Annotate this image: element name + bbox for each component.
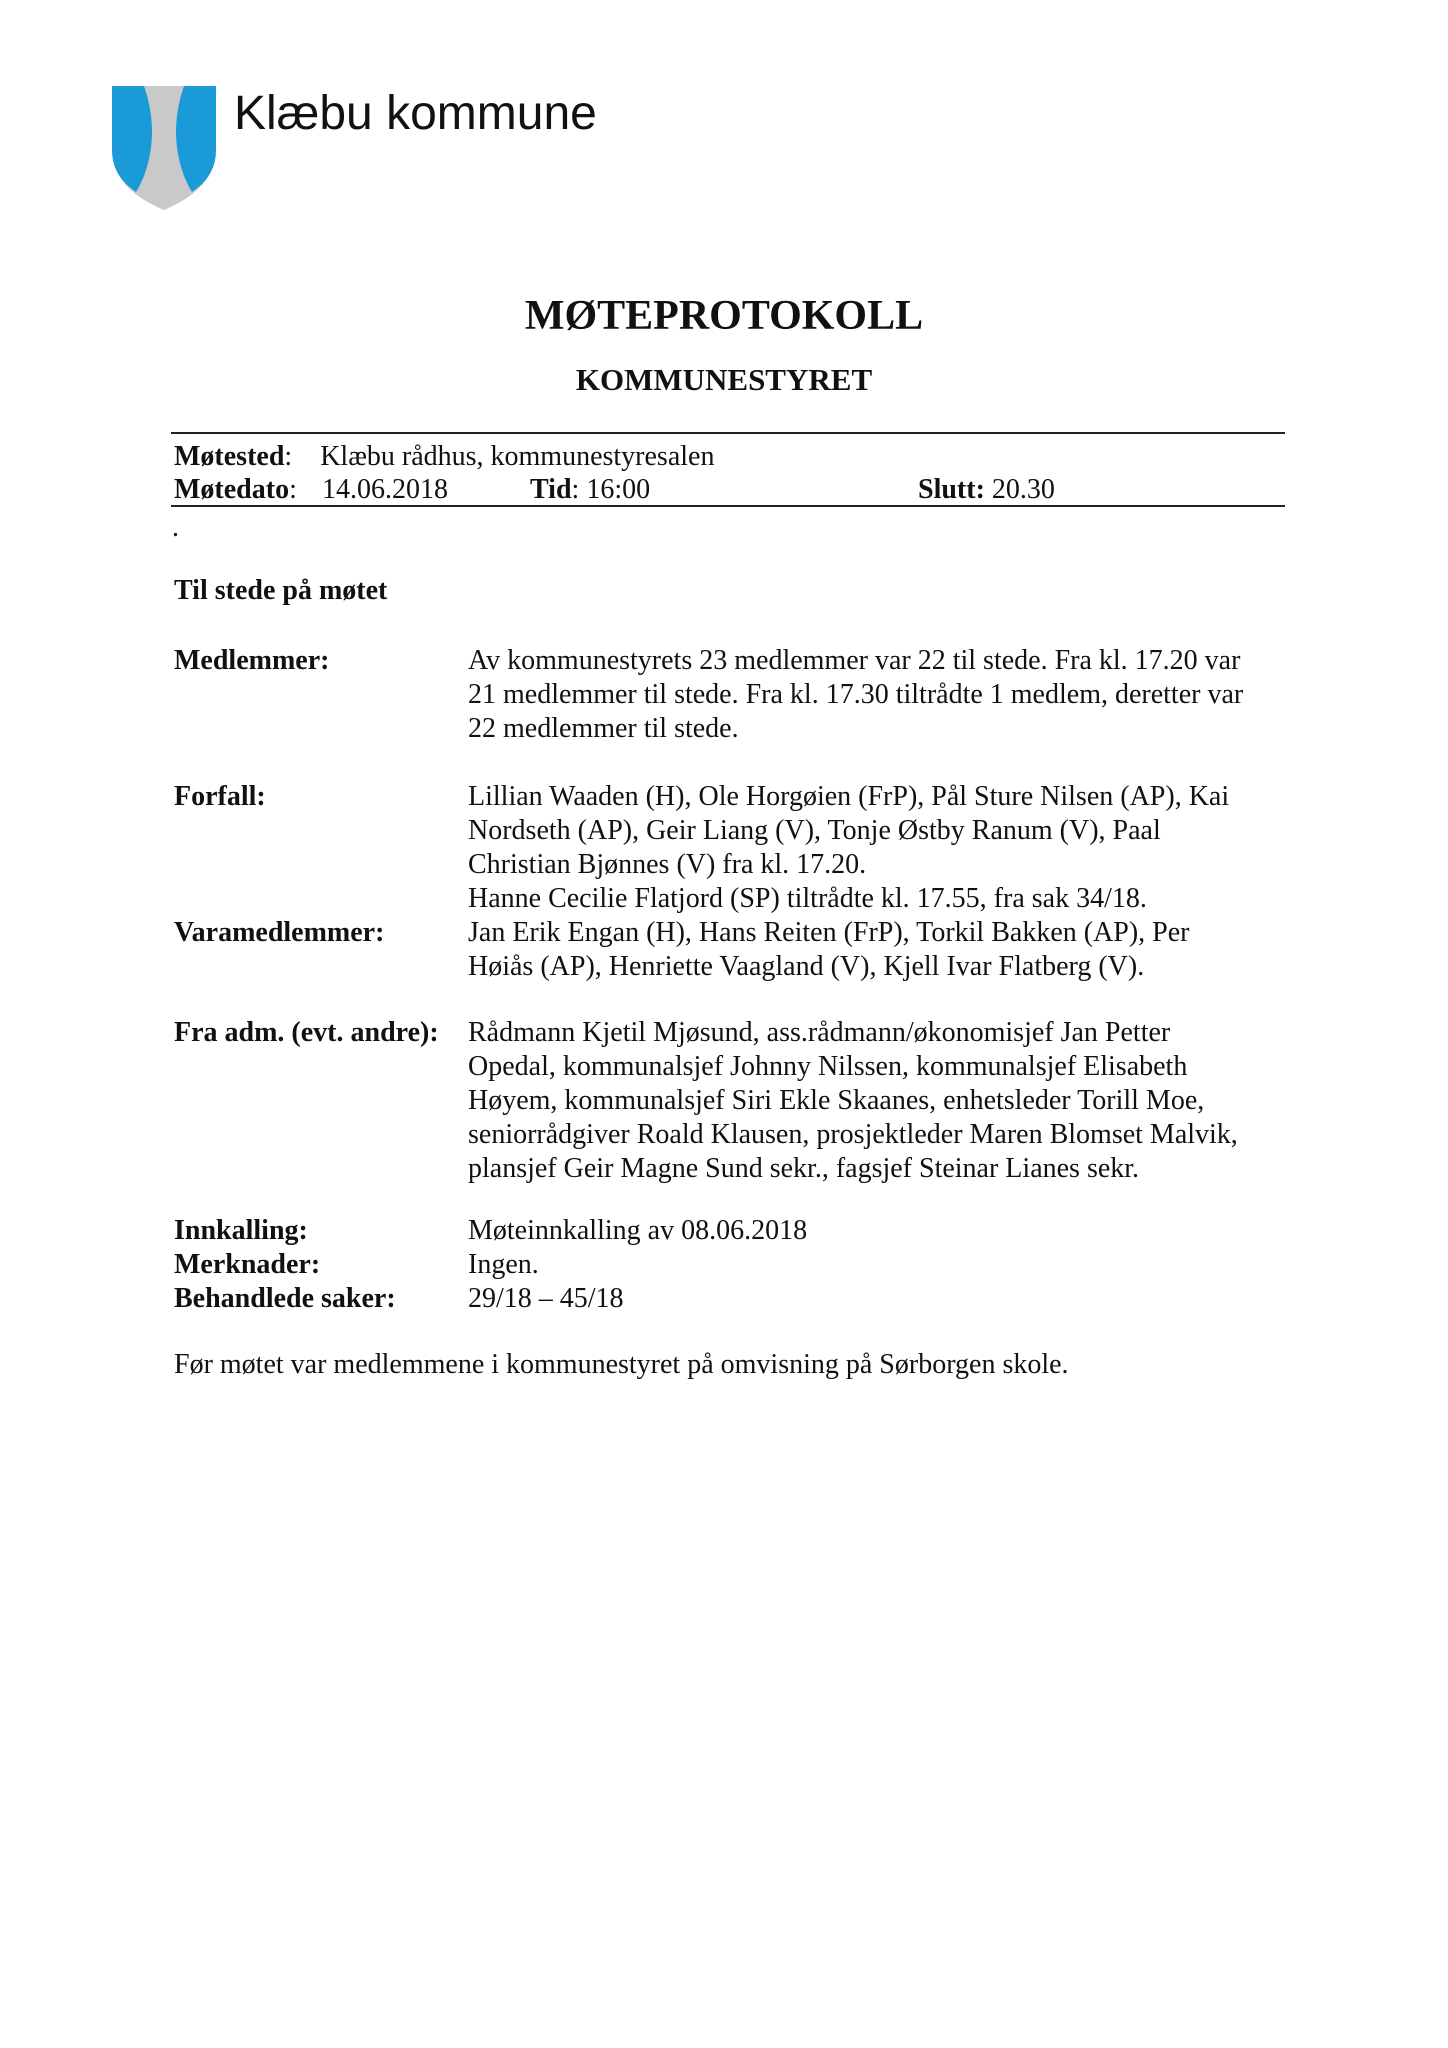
deputies-line: Jan Erik Engan (H), Hans Reiten (FrP), Torkil Bakken (AP), Per: [468, 917, 1190, 948]
meeting-date-row: [174, 473, 297, 507]
colon: :: [571, 474, 580, 505]
deputies-label: Varamedlemmer:: [174, 917, 385, 948]
closing-note: Før møtet var medlemmene i kommunestyret på omvisning på Sørborgen skole.: [174, 1349, 1069, 1380]
admin-line: Rådmann Kjetil Mjøsund, ass.rådmann/økonomisjef Jan Petter: [468, 1017, 1171, 1048]
meeting-place-value: Klæbu rådhus, kommunestyresalen: [320, 441, 715, 472]
stray-dot: .: [172, 512, 179, 543]
absence-value: [468, 780, 1288, 916]
members-label: Medlemmer:: [174, 645, 330, 676]
meeting-time-value: 16:00: [586, 474, 651, 505]
meeting-end-value: 20.30: [991, 474, 1055, 505]
meeting-end-label: Slutt:: [918, 474, 985, 505]
meeting-place-row: [174, 440, 714, 474]
colon: :: [289, 474, 297, 505]
cases-label: Behandlede saker:: [174, 1283, 396, 1314]
divider-top: [171, 432, 1285, 434]
admin-line: Opedal, kommunalsjef Johnny Nilssen, kommunalsjef Elisabeth: [468, 1051, 1188, 1082]
summons-label: Innkalling:: [174, 1215, 308, 1246]
members-line: 22 medlemmer til stede.: [468, 713, 739, 744]
admin-label: Fra adm. (evt. andre):: [174, 1017, 439, 1048]
document-subtitle: KOMMUNESTYRET: [575, 362, 873, 397]
admin-line: Høyem, kommunalsjef Siri Ekle Skaanes, enhetsleder Torill Moe,: [468, 1085, 1205, 1116]
meeting-place-label: Møtested: [174, 441, 285, 472]
colon: :: [284, 441, 293, 472]
members-line: 21 medlemmer til stede. Fra kl. 17.30 tiltrådte 1 medlem, deretter var: [468, 679, 1244, 710]
members-line: Av kommunestyrets 23 medlemmer var 22 til stede. Fra kl. 17.20 var: [468, 645, 1241, 676]
admin-line: plansjef Geir Magne Sund sekr., fagsjef Steinar Lianes sekr.: [468, 1153, 1140, 1184]
absence-line: Hanne Cecilie Flatjord (SP) tiltrådte kl. 17.55, fra sak 34/18.: [468, 883, 1147, 914]
admin-line: seniorrådgiver Roald Klausen, prosjektleder Maren Blomset Malvik,: [468, 1119, 1238, 1150]
divider-bottom: [171, 505, 1285, 507]
admin-value: [468, 1016, 1288, 1186]
org-name: Klæbu kommune: [234, 87, 597, 140]
deputies-value: [468, 916, 1288, 984]
meeting-end: [918, 473, 1055, 507]
attendance-heading: Til stede på møtet: [174, 575, 388, 606]
remarks-label: Merknader:: [174, 1249, 321, 1280]
absence-label: Forfall:: [174, 781, 266, 812]
klaebu-coat-of-arms-logo: [110, 84, 218, 212]
document-title: MØTEPROTOKOLL: [524, 293, 924, 339]
members-value: [468, 644, 1288, 746]
summons-value: Møteinnkalling av 08.06.2018: [468, 1215, 808, 1246]
meeting-date-label: Møtedato: [174, 474, 290, 505]
absence-line: Christian Bjønnes (V) fra kl. 17.20.: [468, 849, 867, 880]
meeting-time: [530, 473, 650, 507]
cases-value: 29/18 – 45/18: [468, 1283, 624, 1314]
absence-line: Lillian Waaden (H), Ole Horgøien (FrP), Pål Sture Nilsen (AP), Kai: [468, 781, 1230, 812]
meeting-time-label: Tid: [530, 474, 572, 505]
absence-line: Nordseth (AP), Geir Liang (V), Tonje Østby Ranum (V), Paal: [468, 815, 1161, 846]
meeting-date-value: 14.06.2018: [322, 474, 448, 505]
remarks-value: Ingen.: [468, 1249, 539, 1280]
deputies-line: Høiås (AP), Henriette Vaagland (V), Kjell Ivar Flatberg (V).: [468, 951, 1145, 982]
